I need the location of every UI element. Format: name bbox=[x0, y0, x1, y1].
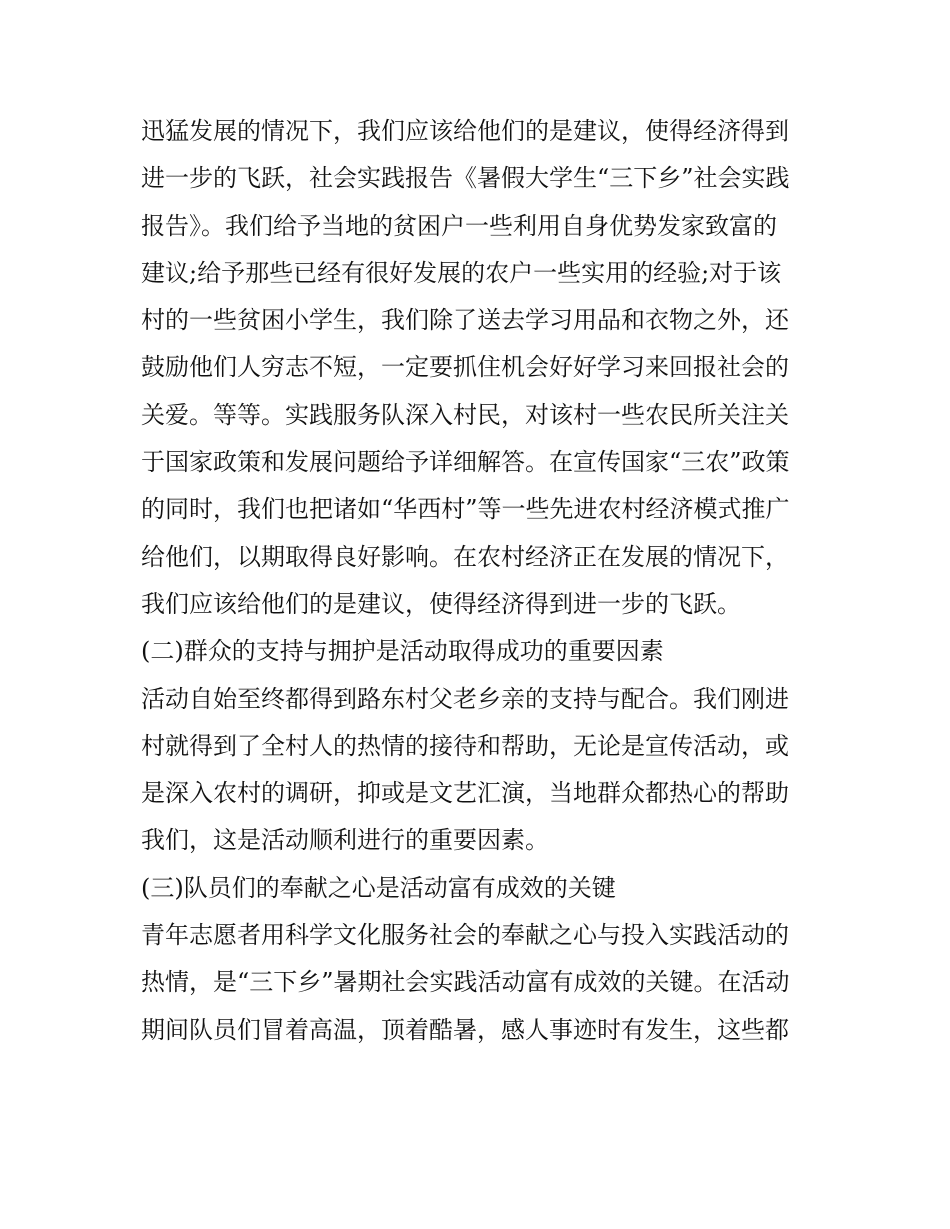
text-line: 进一步的飞跃，社会实践报告《暑假大学生“三下乡”社会实践 bbox=[141, 164, 790, 193]
text-line: 关爱。等等。实践服务队深入村民，对该村一些农民所关注关 bbox=[141, 400, 789, 429]
text-line: 期间队员们冒着高温，顶着酷暑，感人事迹时有发生，这些都 bbox=[141, 1015, 789, 1044]
text-line: 给他们，以期取得良好影响。在农村经济正在发展的情况下， bbox=[141, 542, 789, 571]
text-line: 热情，是“三下乡”暑期社会实践活动富有成效的关键。在活动 bbox=[141, 968, 790, 997]
text-line: 报告》。我们给予当地的贫困户一些利用自身优势发家致富的 bbox=[141, 211, 777, 240]
section-heading: (三)队员们的奉献之心是活动富有成效的关键 bbox=[141, 873, 616, 902]
text-line: 活动自始至终都得到路东村父老乡亲的支持与配合。我们刚进 bbox=[141, 684, 789, 713]
text-line: 村就得到了全村人的热情的接待和帮助，无论是宣传活动，或 bbox=[141, 731, 789, 760]
section-heading: (二)群众的支持与拥护是活动取得成功的重要因素 bbox=[141, 637, 664, 666]
text-line: 我们应该给他们的是建议，使得经济得到进一步的飞跃。 bbox=[141, 589, 741, 618]
text-line: 青年志愿者用科学文化服务社会的奉献之心与投入实践活动的 bbox=[141, 921, 789, 950]
text-line: 是深入农村的调研，抑或是文艺汇演，当地群众都热心的帮助 bbox=[141, 779, 789, 808]
text-line: 于国家政策和发展问题给予详细解答。在宣传国家“三农”政策 bbox=[141, 448, 790, 477]
text-line: 迅猛发展的情况下，我们应该给他们的是建议，使得经济得到 bbox=[141, 117, 789, 145]
body-text bbox=[141, 108, 821, 1054]
text-line: 我们，这是活动顺利进行的重要因素。 bbox=[141, 826, 549, 855]
text-line: 的同时，我们也把诸如“华西村”等一些先进农村经济模式推广 bbox=[141, 495, 790, 524]
text-line: 建议;给予那些已经有很好发展的农户一些实用的经验;对于该 bbox=[141, 258, 782, 287]
text-line: 鼓励他们人穷志不短，一定要抓住机会好好学习来回报社会的 bbox=[141, 353, 789, 382]
text-line: 村的一些贫困小学生，我们除了送去学习用品和衣物之外，还 bbox=[141, 306, 789, 335]
